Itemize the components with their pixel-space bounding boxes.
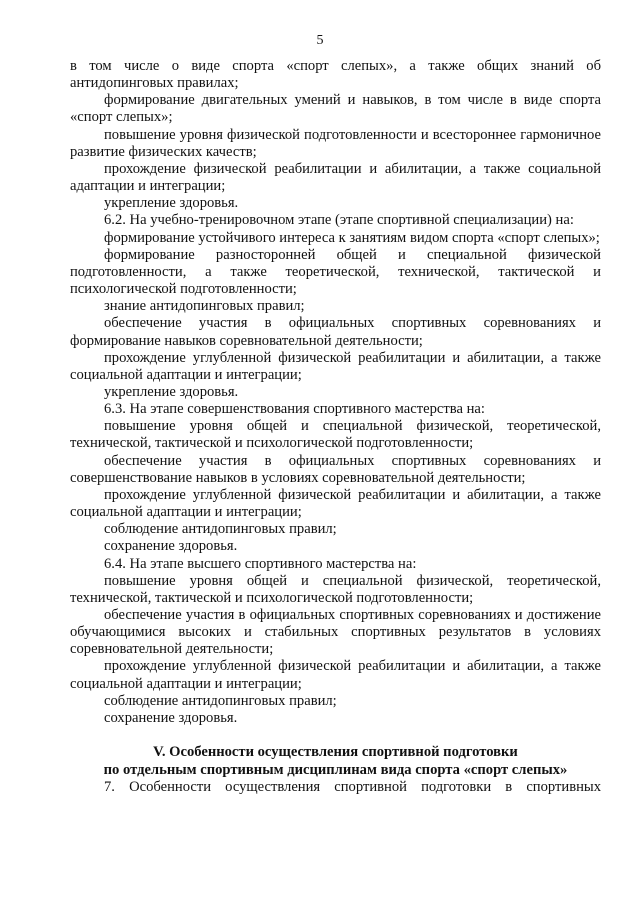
body-paragraph: повышение уровня общей и специальной физической, теоретической, технической, тактической и психологической подготовленности; [70, 572, 601, 606]
body-paragraph: сохранение здоровья. [104, 709, 238, 726]
body-paragraph: знание антидопинговых правил; [104, 298, 305, 315]
body-paragraph: соблюдение антидопинговых правил; [104, 692, 337, 709]
section-heading-line-1: V. Особенности осуществления спортивной подготовки [153, 744, 518, 761]
body-paragraph: повышение уровня общей и специальной физической, теоретической, технической, тактической и психологической подготовленности; [70, 418, 601, 452]
section-heading [70, 744, 601, 779]
body-paragraph: сохранение здоровья. [104, 538, 238, 555]
body-paragraph: прохождение углубленной физической реабилитации и абилитации, а также социальной адаптации и интеграции; [70, 349, 601, 383]
body-paragraph: прохождение углубленной физической реабилитации и абилитации, а также социальной адаптации и интеграции; [70, 486, 601, 521]
section-heading-line-2: по отдельным спортивным дисциплинам вида спорта «спорт слепых» [103, 761, 568, 778]
body-paragraph: 6.2. На учебно-тренировочном этапе (этапе спортивной специализации) на: [104, 212, 574, 229]
paragraph-list [70, 58, 601, 727]
final-paragraph: 7. Особенности осуществления спортивной подготовки в спортивных [104, 779, 601, 796]
document-body [70, 58, 601, 796]
body-paragraph: формирование двигательных умений и навыков, в том числе в виде спорта «спорт слепых»; [70, 92, 601, 126]
body-paragraph: формирование устойчивого интереса к занятиям видом спорта «спорт слепых»; [104, 229, 600, 246]
body-paragraph: формирование разносторонней общей и специальной физической подготовленности, а также теоретической, технической, тактической и психологической подготовленности; [70, 246, 601, 298]
body-paragraph: прохождение физической реабилитации и абилитации, а также социальной адаптации и интеграции; [70, 160, 601, 195]
body-paragraph: прохождение углубленной физической реабилитации и абилитации, а также социальной адаптации и интеграции; [70, 658, 601, 692]
body-paragraph: в том числе о виде спорта «спорт слепых», а также общих знаний об антидопинговых правилах; [70, 58, 601, 92]
body-paragraph: соблюдение антидопинговых правил; [104, 521, 337, 538]
body-paragraph: обеспечение участия в официальных спортивных соревнованиях и достижение обучающимися высоких и стабильных спортивных результатов в условиях соревновательной деятельности; [70, 607, 601, 658]
page-number: 5 [316, 33, 324, 48]
body-paragraph: укрепление здоровья. [104, 195, 239, 212]
body-paragraph: обеспечение участия в официальных спортивных соревнованиях и формирование навыков соревновательной деятельности; [70, 315, 601, 349]
body-paragraph: повышение уровня физической подготовленности и всестороннее гармоничное развитие физических качеств; [70, 126, 601, 160]
body-paragraph: 6.4. На этапе высшего спортивного мастерства на: [104, 555, 417, 572]
body-paragraph: укрепление здоровья. [104, 383, 239, 400]
body-paragraph: обеспечение участия в официальных спортивных соревнованиях и совершенствование навыков в условиях соревновательной деятельности; [70, 452, 601, 486]
body-paragraph: 6.3. На этапе совершенствования спортивного мастерства на: [104, 401, 485, 418]
